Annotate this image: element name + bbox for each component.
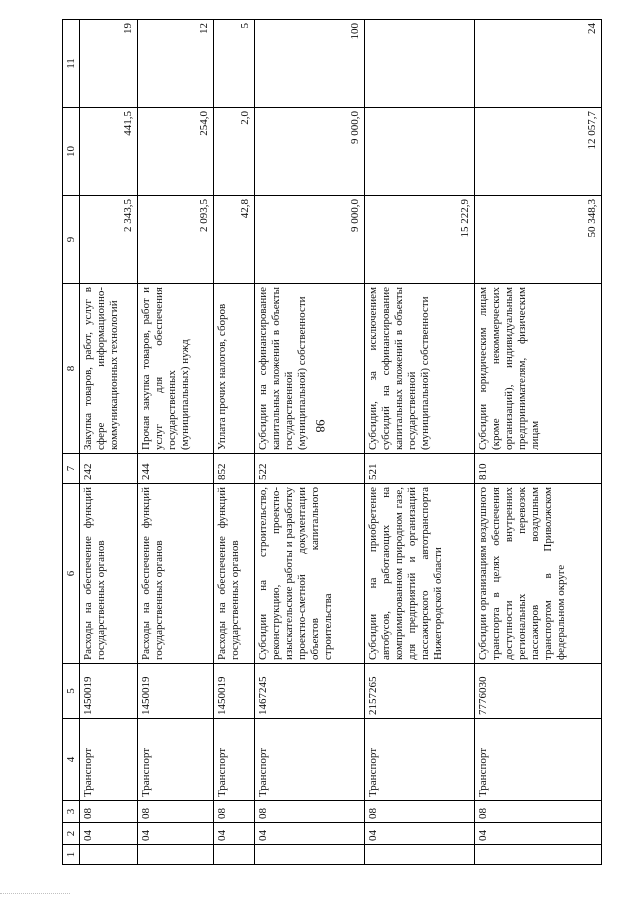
cell-target-code: 2157265 (364, 664, 474, 719)
cell-percent: 19 (80, 20, 138, 108)
cell-subsection: 08 (138, 801, 214, 823)
scan-artifact (0, 893, 70, 902)
table-row (474, 20, 601, 865)
cell-subsection: 08 (80, 801, 138, 823)
cell-fact: 12 057,7 (474, 108, 601, 196)
header-row (63, 20, 80, 865)
cell-expense-code: 244 (138, 454, 214, 484)
table-row (80, 20, 138, 865)
cell-expense-code: 852 (213, 454, 254, 484)
cell-section: 04 (364, 823, 474, 845)
cell-c1 (138, 845, 214, 865)
cell-expense-name: Субсидии на софинансирование капитальных вложений в объекты государственной (муниципальной) собственности (254, 284, 364, 454)
cell-subsection: 08 (364, 801, 474, 823)
cell-plan: 9 000,0 (254, 196, 364, 284)
col-header-8: 8 (63, 284, 80, 454)
cell-section: 04 (254, 823, 364, 845)
cell-fact: 9 000,0 (254, 108, 364, 196)
col-header-11: 11 (63, 20, 80, 108)
cell-name: Транспорт (474, 719, 601, 801)
table-row (254, 20, 364, 865)
cell-section: 04 (138, 823, 214, 845)
cell-subsection: 08 (213, 801, 254, 823)
cell-percent: 24 (474, 20, 601, 108)
cell-c1 (364, 845, 474, 865)
cell-name: Транспорт (364, 719, 474, 801)
cell-target-code: 1450019 (138, 664, 214, 719)
cell-target-name: Расходы на обеспечение функций государственных органов (80, 484, 138, 664)
cell-expense-code: 522 (254, 454, 364, 484)
cell-name: Транспорт (138, 719, 214, 801)
cell-fact: 254,0 (138, 108, 214, 196)
page-number: 98 (313, 419, 328, 433)
cell-c1 (80, 845, 138, 865)
cell-target-name: Субсидии на строительство, реконструкцию, проектно-изыскательские работы и разработку проектно-сметной документации объектов капитального строительства (254, 484, 364, 664)
cell-target-name: Расходы на обеспечение функций государственных органов (138, 484, 214, 664)
cell-target-code: 1467245 (254, 664, 364, 719)
cell-name: Транспорт (213, 719, 254, 801)
table-row (138, 20, 214, 865)
cell-expense-name: Уплата прочих налогов, сборов (213, 284, 254, 454)
cell-percent: 12 (138, 20, 214, 108)
col-header-7: 7 (63, 454, 80, 484)
cell-expense-name: Закупка товаров, работ, услуг в сфере информационно-коммуникационных технологий (80, 284, 138, 454)
table-row (213, 20, 254, 865)
col-header-10: 10 (63, 108, 80, 196)
cell-section: 04 (213, 823, 254, 845)
cell-subsection: 08 (474, 801, 601, 823)
budget-table (62, 19, 602, 865)
cell-name: Транспорт (80, 719, 138, 801)
cell-plan: 2 093,5 (138, 196, 214, 284)
cell-target-code: 7776030 (474, 664, 601, 719)
col-header-4: 4 (63, 719, 80, 801)
cell-fact (364, 108, 474, 196)
table-row (364, 20, 474, 865)
cell-plan: 15 222,9 (364, 196, 474, 284)
col-header-1: 1 (63, 845, 80, 865)
cell-subsection: 08 (254, 801, 364, 823)
cell-target-name: Расходы на обеспечение функций государственных органов (213, 484, 254, 664)
cell-fact: 2,0 (213, 108, 254, 196)
cell-name: Транспорт (254, 719, 364, 801)
cell-expense-name: Субсидии, за исключением субсидий на софинансирование капитальных вложений в объекты государственной (муниципальной) собственности (364, 284, 474, 454)
cell-expense-name: Субсидии юридическим лицам (кроме некоммерческих организаций), индивидуальным предпринимателям, физическим лицам (474, 284, 601, 454)
cell-target-name: Субсидии организациям воздушного транспорта в целях обеспечения доступности внутренних региональных перевозок пассажиров воздушным транспортом в Приволжском федеральном округе (474, 484, 601, 664)
cell-target-code: 1450019 (213, 664, 254, 719)
cell-fact: 441,5 (80, 108, 138, 196)
cell-c1 (254, 845, 364, 865)
cell-section: 04 (474, 823, 601, 845)
cell-c1 (474, 845, 601, 865)
col-header-3: 3 (63, 801, 80, 823)
cell-expense-code: 810 (474, 454, 601, 484)
cell-target-code: 1450019 (80, 664, 138, 719)
budget-table-rotated (62, 23, 602, 865)
cell-plan: 42,8 (213, 196, 254, 284)
cell-plan: 50 348,3 (474, 196, 601, 284)
cell-target-name: Субсидии на приобретение автобусов, работающих на компримированном природном газе, для предприятий и организаций пассажирского автотранспорта Нижегородской области (364, 484, 474, 664)
cell-percent (364, 20, 474, 108)
cell-expense-name: Прочая закупка товаров, работ и услуг для обеспечения государственных (муниципальных) нужд (138, 284, 214, 454)
cell-section: 04 (80, 823, 138, 845)
cell-plan: 2 343,5 (80, 196, 138, 284)
cell-percent: 100 (254, 20, 364, 108)
col-header-5: 5 (63, 664, 80, 719)
col-header-2: 2 (63, 823, 80, 845)
col-header-6: 6 (63, 484, 80, 664)
cell-expense-code: 521 (364, 454, 474, 484)
cell-percent: 5 (213, 20, 254, 108)
cell-c1 (213, 845, 254, 865)
col-header-9: 9 (63, 196, 80, 284)
cell-expense-code: 242 (80, 454, 138, 484)
